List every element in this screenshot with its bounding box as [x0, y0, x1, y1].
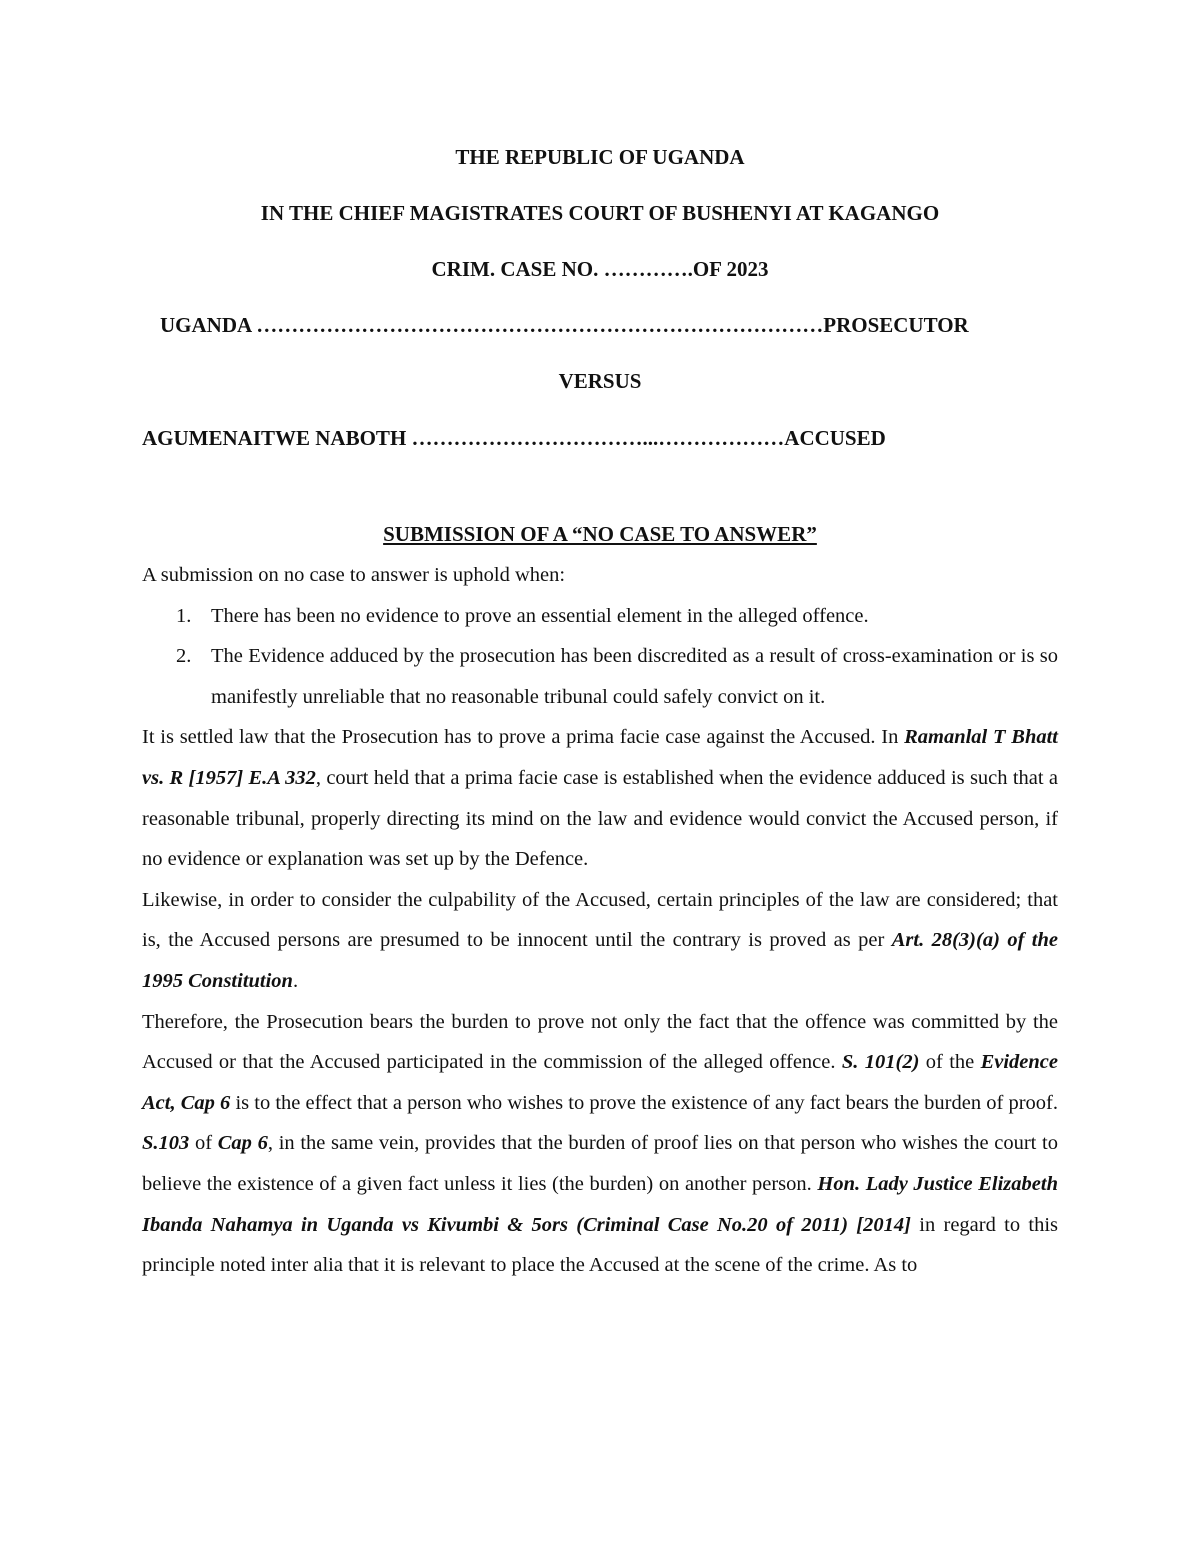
paragraph-text: It is settled law that the Prosecution has to prove a prima facie case against the Accused. In	[142, 726, 905, 749]
paragraph-text: in regard to this principle noted inter alia that it is relevant to place the Accused at the scene of the crime. As to	[142, 1213, 1058, 1277]
paragraph-text: of	[189, 1132, 218, 1155]
statute-citation: S.103	[142, 1132, 190, 1155]
document-body	[142, 555, 1058, 1286]
list-item-number: 1.	[176, 604, 192, 627]
paragraph-text: , court held that a prima facie case is established when the evidence adduced is such that a reasonable tribunal, properly directing its mind on the law and evidence would convict the Accused person, if no evidence or explanation was set up by the Defence.	[142, 766, 1058, 871]
court-heading: IN THE CHIEF MAGISTRATES COURT OF BUSHENYI AT KAGANGO	[260, 201, 940, 225]
list-item	[142, 596, 1058, 637]
paragraph-text: .	[292, 969, 299, 992]
paragraph-text: , in the same vein, provides that the burden of proof lies on that person who wishes the court to believe the existence of a given fact unless it lies (the burden) on another person.	[142, 1132, 1059, 1195]
paragraph-presumption	[142, 880, 1058, 1002]
list-item-number: 2.	[176, 645, 192, 668]
prosecutor-line: UGANDA ………………………………………………………………………PROSECUTOR	[160, 313, 969, 337]
submission-title: SUBMISSION OF A “NO CASE TO ANSWER”	[383, 522, 817, 546]
paragraph-text: Likewise, in order to consider the culpability of the Accused, certain principles of the law are considered; that is, the Accused persons are presumed to be innocent until the contrary is proved as per	[142, 888, 1058, 952]
paragraph-text: of the	[919, 1051, 981, 1074]
conditions-list	[142, 596, 1058, 718]
case-citation: Hon. Lady Justice Elizabeth Ibanda Nahamya in Uganda vs Kivumbi & 5ors (Criminal Case No.20 of 2011) [2014]	[142, 1172, 1058, 1236]
paragraph-text: Therefore, the Prosecution bears the burden to prove not only the fact that the offence was committed by the Accused or that the Accused participated in the commission of the alleged offence.	[142, 1010, 1058, 1074]
list-item-text: There has been no evidence to prove an essential element in the alleged offence.	[211, 604, 869, 627]
paragraph-prima-facie	[142, 717, 1058, 879]
versus-heading: VERSUS	[558, 369, 642, 393]
case-number: CRIM. CASE NO. ………….OF 2023	[431, 257, 769, 281]
constitution-citation: Art. 28(3)(a) of the 1995 Constitution	[142, 929, 1058, 992]
paragraph-text: is to the effect that a person who wishes to prove the existence of any fact bears the burden of proof.	[230, 1091, 1058, 1114]
list-item-text: The Evidence adduced by the prosecution has been discredited as a result of cross-examination or is so manifestly unreliable that no reasonable tribunal could safely convict on it.	[211, 645, 1058, 708]
case-citation: Ramanlal T Bhatt vs. R [1957] E.A 332	[142, 726, 1058, 789]
intro-text: A submission on no case to answer is uphold when:	[142, 564, 566, 586]
paragraph-burden-of-proof	[142, 1002, 1058, 1286]
statute-citation: S. 101(2)	[841, 1051, 920, 1074]
republic-heading: THE REPUBLIC OF UGANDA	[455, 145, 745, 169]
list-item	[142, 636, 1058, 717]
statute-citation: Evidence Act, Cap 6	[142, 1051, 1059, 1114]
statute-citation: Cap 6	[217, 1132, 268, 1155]
accused-line: AGUMENAITWE NABOTH ……………………………...………………ACCUSED	[142, 426, 886, 450]
